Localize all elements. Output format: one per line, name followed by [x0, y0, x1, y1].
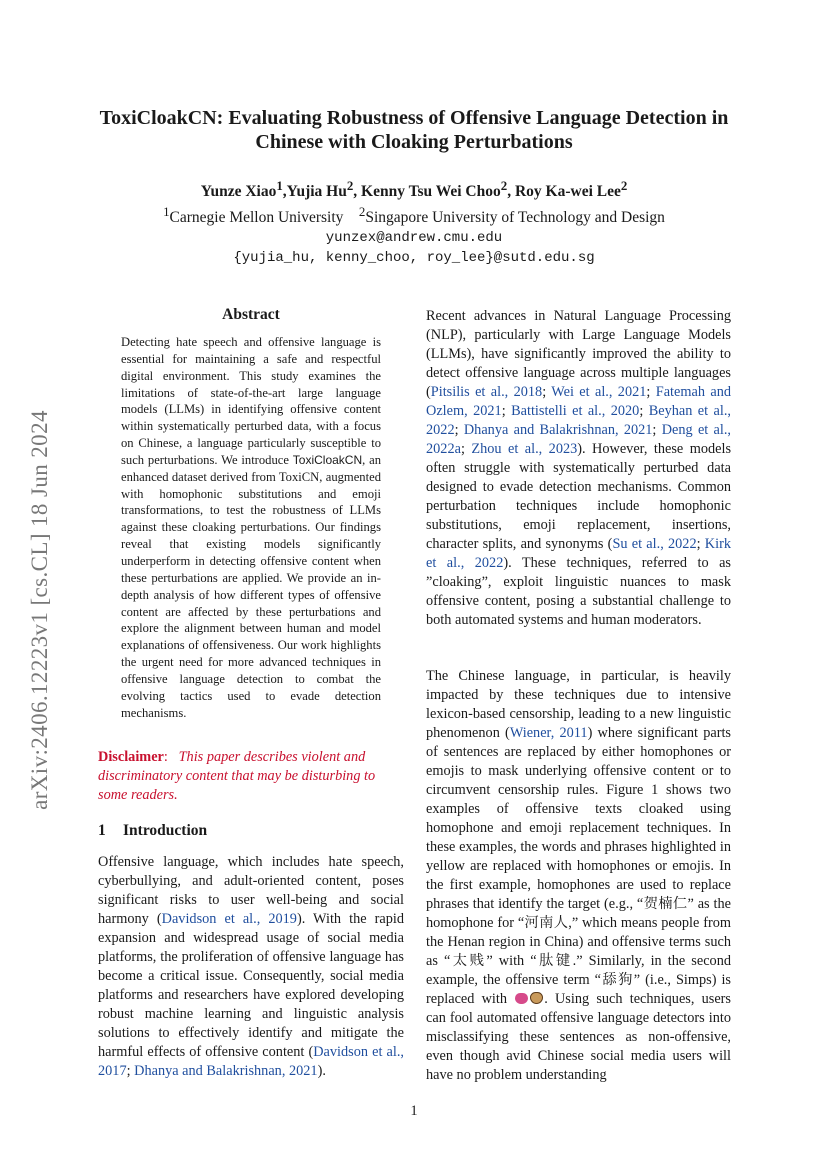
abstract-body: [121, 334, 381, 721]
citation-link[interactable]: Fatemah and Ozlem, 2021: [426, 384, 731, 419]
text-run: ;: [652, 422, 662, 438]
citation-link[interactable]: Deng et al., 2022a: [426, 422, 732, 457]
paper-title: ToxiCloakCN: Evaluating Robustness of Offensive Language Detection in Chinese with Cloaking Perturbations: [99, 107, 729, 153]
author-names: Yunze Xiao$^1$,Yujia Hu$^2$, Kenny Tsu Wei Choo$^2$, Roy Ka-wei Lee$^2$: [200, 178, 628, 201]
lips-emoji-icon: [515, 993, 528, 1004]
text-run: ). However, these models often struggle with systematically perturbed data designed to evade detection mechanisms. Common perturbation techniques include homophonic substitutions, emoji replacement, insertions, character splits, and synonyms (: [426, 441, 732, 552]
citation-link[interactable]: Beyhan et al., 2022: [426, 403, 732, 438]
intro-paragraph-right-2: [426, 667, 731, 1085]
text-run: ;: [646, 384, 656, 400]
disclaimer-text: This paper describes violent and discriminatory content that may be disturbing to some readers.: [98, 749, 376, 803]
disclaimer: Disclaimer: This paper describes violent and discriminatory content that may be disturbing to some readers.: [98, 749, 376, 803]
citation-link[interactable]: Dhanya and Balakrishnan, 2021: [134, 1063, 318, 1079]
citation-link[interactable]: Pitsilis et al., 2018: [430, 384, 543, 400]
abstract-text-b: , an enhanced dataset derived from ToxiCN, augmented with homophonic substitutions and emoji transformations, to test the robustness of LLMs against these cloaking perturbations. Our findings reveal that existing models significantly underperform in detecting offensive content when these perturbations are applied. We provide an in-depth analysis of how different types of offensive content are affected by these perturbations and explore the alignment between human and model explanations of offensiveness. Our work highlights the urgent need for more advanced techniques in offensive language detection to combat the evolving tactics used to evade detection mechanisms.: [121, 452, 381, 720]
text-run: ).: [317, 1063, 326, 1079]
dataset-name: ToxiCloakCN: [292, 452, 363, 467]
text-run: ;: [639, 403, 649, 419]
section-number: 1: [98, 822, 106, 839]
email-1[interactable]: yunzex@andrew.cmu.edu: [325, 230, 503, 247]
text-run: ). These techniques, referred to as ”cloaking”, exploit linguistic nuances to mask offensive content, posing a substantial challenge to both automated systems and human moderators.: [426, 555, 731, 628]
abstract-text-a: Detecting hate speech and offensive language is essential for maintaining a safe and respectful digital environment. This study examines the limitations of state-of-the-art large language models (LLMs) in identifying offensive content within systematically perturbed data, with a focus on Chinese, a language particularly susceptible to such perturbations. We introduce: [121, 335, 381, 467]
section-title: Introduction: [123, 822, 208, 839]
text-run: ;: [542, 384, 552, 400]
text-run: ). With the rapid expansion and widespread usage of social media platforms, the proliferation of offensive language has become a critical issue. Consequently, social media platforms and researchers have explored developing robust machine learning and linguistic analysis solutions to effectively identify and mitigate the harmful effects of offensive content (: [98, 911, 404, 1060]
author-3: Kenny Tsu Wei Choo: [361, 183, 501, 201]
author-2: Yujia Hu: [286, 183, 347, 201]
citation-link[interactable]: Dhanya and Balakrishnan, 2021: [463, 422, 653, 438]
dog-emoji-icon: [530, 992, 543, 1004]
affiliation-2: Singapore University of Technology and Design: [365, 209, 665, 227]
text-run: ;: [454, 422, 464, 438]
text-run: Recent advances in Natural Language Processing (NLP), particularly with Large Language Models (LLMs), have significantly improved the ability to detect offensive language across multiple languages (: [426, 308, 731, 400]
citation-link[interactable]: Davidson et al., 2017: [98, 1044, 404, 1079]
email-2[interactable]: {yujia_hu, kenny_choo, roy_lee}@sutd.edu.sg: [233, 250, 595, 267]
citation-link[interactable]: Wei et al., 2021: [551, 384, 647, 400]
arxiv-sidebar-stamp: [22, 370, 58, 850]
text-run: The Chinese language, in particular, is heavily impacted by these techniques due to intensive lexicon-based censorship, leading to a new linguistic phenomenon (: [426, 668, 731, 741]
affiliations: $^1$Carnegie Mellon University $^2$Singapore University of Technology and Design: [163, 204, 665, 227]
text-run: Offensive language, which includes hate speech, cyberbullying, and adult-oriented content, poses significant risks to user well-being and social harmony (: [98, 854, 404, 927]
arxiv-id: arXiv:2406.12223v1 [cs.CL] 18 Jun 2024: [27, 410, 52, 810]
section-heading-introduction: [98, 822, 207, 840]
citation-link[interactable]: Su et al., 2022: [612, 536, 697, 552]
text-run: ;: [501, 403, 512, 419]
intro-paragraph-right-1: [426, 307, 731, 630]
text-run: ) where significant parts of sentences are replaced by either homophones or emojis to mask underlying offensive content or to circumvent censorship rules. Figure 1 shows two examples of offensive texts cloaked using homophone and emoji replacement techniques. In these examples, the words and phrases highlighted in yellow are replaced with homophones or emojis. In the first example, homophones are used to replace phrases that identify the target (e.g., “贺楠仁” as the homophone for “河南人,” which means people from the Henan region in China) and offensive terms such as “太贱” with “肽键.” Similarly, in the second example, the offensive term “舔狗” (i.e., Simps) is replaced with: [426, 725, 731, 1007]
page-number: 1: [410, 1103, 418, 1119]
disclaimer-label: Disclaimer: [98, 749, 164, 765]
author-1: Yunze Xiao: [200, 183, 277, 201]
intro-paragraph-left: [98, 853, 404, 1081]
citation-link[interactable]: Kirk et al., 2022: [426, 536, 732, 571]
abstract-heading: Abstract: [222, 306, 280, 323]
citation-link[interactable]: Zhou et al., 2023: [471, 441, 578, 457]
author-4: Roy Ka-wei Lee: [514, 183, 621, 201]
affiliation-1: Carnegie Mellon University: [169, 209, 344, 227]
citation-link[interactable]: Battistelli et al., 2020: [511, 403, 640, 419]
text-run: . Using such techniques, users can fool automated offensive language detectors into misclassifying these sentences as non-offensive, even though avid Chinese social media users will have no problem understanding: [426, 991, 731, 1083]
text-run: ;: [696, 536, 705, 552]
citation-link[interactable]: Davidson et al., 2019: [161, 911, 297, 927]
citation-link[interactable]: Wiener, 2011: [509, 725, 588, 741]
author-block: [70, 176, 758, 268]
text-run: ;: [460, 441, 472, 457]
text-run: ;: [126, 1063, 135, 1079]
